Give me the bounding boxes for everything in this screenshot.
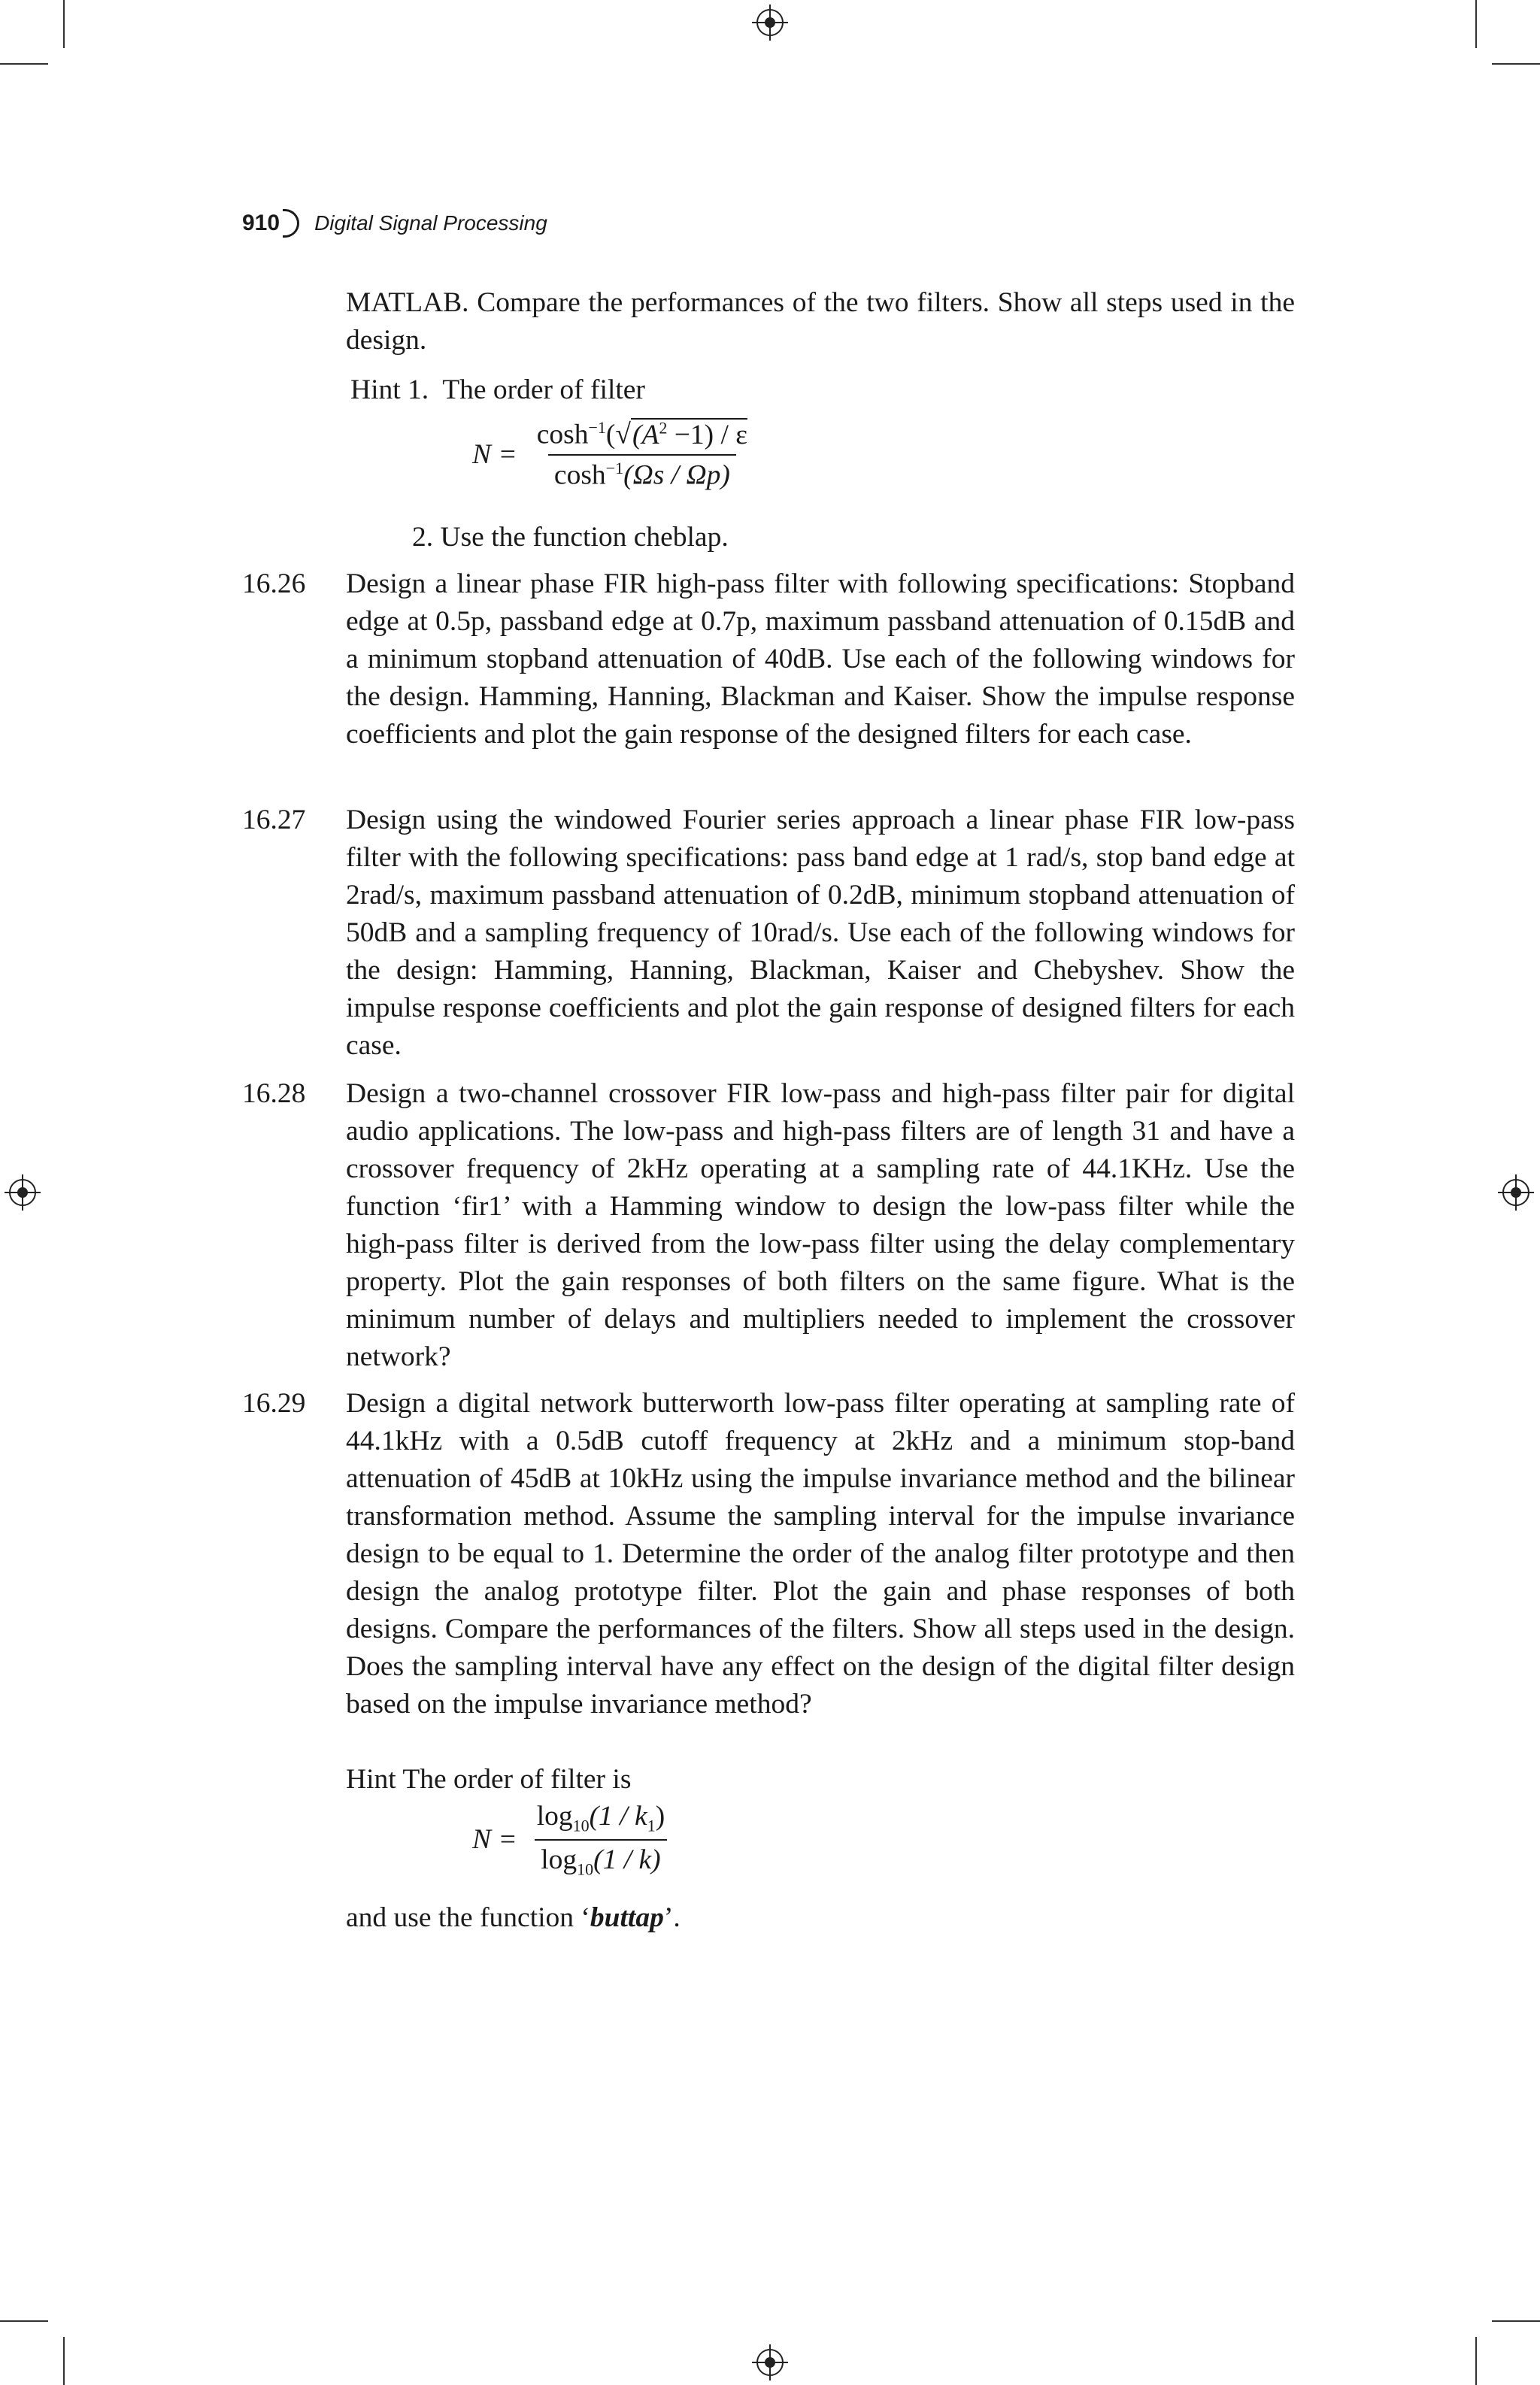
fraction-numerator: $\cosh^{-1}(√(A^2 -1) / \varepsilon$ xyxy=(536,418,748,450)
registration-mark-icon xyxy=(9,1179,36,1206)
continuation-paragraph: MATLAB. Compare the performances of the two filters. Show all steps used in the design. xyxy=(346,287,1295,356)
hint-1-text: The order of filter xyxy=(442,374,645,405)
fraction-denominator: $\cosh^{-1}(\Omega s / \Omega p)$ xyxy=(548,454,736,492)
running-header xyxy=(242,209,547,238)
function-name: buttap xyxy=(590,1902,664,1933)
chevron-right-icon xyxy=(283,209,299,238)
crop-mark xyxy=(63,2337,65,2385)
fraction xyxy=(531,418,753,491)
equation-lhs: N = xyxy=(472,1824,517,1855)
exercise-number: 16.28 xyxy=(242,1078,306,1109)
exercise-text: Design a linear phase FIR high-pass filter with following specifications: Stopband edge at 0.5p, passband edge at 0.7p, maximum passband attenuation of 0.15dB and a minimum stopband attenuation of 40dB. Use each of the following windows for the design. Hamming, Hanning, Blackman and Kaiser. Show the impulse response coefficients and plot the gain response of the designed filters for each case. xyxy=(346,568,1295,750)
exercise-text: Design using the windowed Fourier series approach a linear phase FIR low-pass filter with the following specifications: pass band edge at 1 rad/s, stop band edge at 2rad/s, maximum passband attenuation of 0.2dB, minimum stopband attenuation of 50dB and a sampling frequency of 10rad/s. Use each of the following windows for the design: Hamming, Hanning, Blackman, Kaiser and Chebyshev. Show the impulse response coefficients and plot the gain response of designed filters for each case. xyxy=(346,805,1295,1061)
equation-lhs: N = xyxy=(472,439,517,470)
crop-mark xyxy=(1492,2320,1540,2322)
hint-1-item-2: 2. Use the function cheblap. xyxy=(412,522,729,553)
crop-mark xyxy=(0,2320,48,2322)
crop-mark xyxy=(63,0,65,48)
exercise-text: Design a digital network butterworth low-pass filter operating at sampling rate of 44.1kHz with a 0.5dB cutoff frequency at 2kHz and a minimum stop-band attenuation of 45dB at 10kHz using the impulse invariance method and the bilinear transformation method. Assume the sampling interval for the impulse invariance design to be equal to 1. Determine the order of the analog filter prototype and then design the analog prototype filter. Plot the gain and phase responses of both designs. Compare the performances of the filters. Show all steps used in the design. Does the sampling interval have any effect on the design of the digital filter design based on the impulse invariance method? xyxy=(346,1388,1295,1720)
exercise-number: 16.27 xyxy=(242,805,306,835)
crop-mark xyxy=(1475,2337,1477,2385)
registration-mark-icon xyxy=(756,2349,784,2376)
registration-mark-icon xyxy=(756,9,784,36)
equation-butterworth-order xyxy=(472,1800,671,1879)
exercise-number: 16.29 xyxy=(242,1388,306,1419)
registration-mark-icon xyxy=(1502,1179,1529,1206)
page-number: 910 xyxy=(242,211,280,235)
hint-1-label: Hint 1. xyxy=(350,374,429,405)
hint-2-text: Hint The order of filter is xyxy=(346,1764,632,1795)
closing-line: and use the function ‘buttap’. xyxy=(346,1902,681,1933)
equation-chebyshev-order xyxy=(472,418,753,491)
crop-mark xyxy=(0,63,48,65)
fraction-numerator: $\log_{10}(1 / k_1)$ xyxy=(536,1801,665,1835)
crop-mark xyxy=(1475,0,1477,48)
exercise-text: Design a two-channel crossover FIR low-pass and high-pass filter pair for digital audio applications. The low-pass and high-pass filters are of length 31 and have a crossover frequency of 2kHz operating at a sampling rate of 44.1KHz. Use the function ‘fir1’ with a Hamming window to design the low-pass filter while the high-pass filter is derived from the low-pass filter using the delay complementary property. Plot the gain responses of both filters on the same figure. What is the minimum number of delays and multipliers needed to implement the crossover network? xyxy=(346,1078,1295,1372)
fraction xyxy=(531,1800,671,1879)
hint-1-line xyxy=(350,371,645,409)
book-title: Digital Signal Processing xyxy=(314,211,547,235)
exercise-number: 16.26 xyxy=(242,568,306,599)
crop-mark xyxy=(1492,63,1540,65)
fraction-denominator: $\log_{10}(1 / k)$ xyxy=(535,1839,666,1880)
